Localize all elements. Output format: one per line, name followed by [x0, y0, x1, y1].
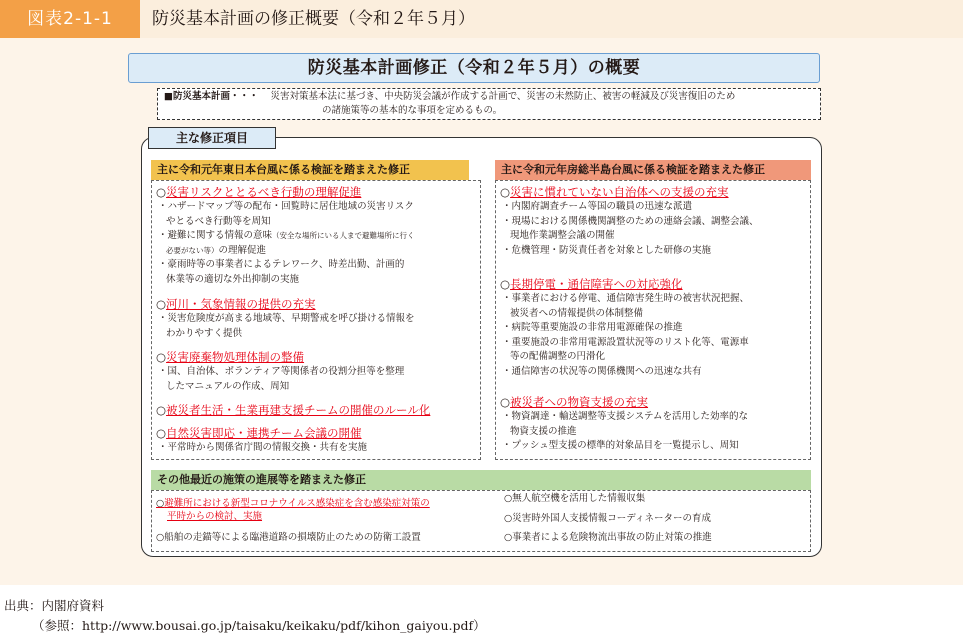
section-title: ○災害に慣れていない自治体への支援の充実	[500, 185, 729, 199]
bullet: ・現場における関係機関調整のための連絡会議、調整会議、	[502, 215, 759, 227]
other-item-drone: ○無人航空機を活用した情報収集	[504, 493, 646, 504]
bullet-cont: 被災者への情報提供の体制整備	[510, 307, 644, 319]
section-title: ○災害廃棄物処理体制の整備	[156, 350, 305, 364]
bullet: ・国、自治体、ボランティア等関係者の役割分担等を整理	[158, 366, 405, 377]
bullet: ・重要施設の非常用電源設置状況等のリスト化等、電源車	[502, 336, 749, 348]
bullet-cont: わかりやすく提供	[166, 327, 243, 339]
bullet: ・病院等重要施設の非常用電源確保の推進	[502, 322, 683, 333]
bullet-cont: 物資支援の推進	[510, 425, 577, 437]
bullet: ・災害危険度が高まる地域等、早期警戒を呼び掛ける情報を	[158, 313, 415, 324]
bullet: ・通信障害の状況等の関係機関への迅速な共有	[502, 365, 702, 377]
main-title: 防災基本計画修正（令和２年５月）の概要	[128, 53, 820, 83]
other-item-covid: ○避難所における新型コロナウイルス感染症を含む感染症対策の	[156, 498, 430, 509]
bullet-cont: 等の配備調整の円滑化	[510, 351, 606, 362]
bullet-cont: やとるべき行動等を周知	[166, 215, 271, 227]
left-section-2	[156, 296, 415, 341]
basic-plan-text-line2: の諸施策等の基本的な事項を定めるもの。	[322, 105, 503, 116]
bullet: ・物資調達・輸送調整等支援システムを活用した効率的な	[502, 411, 749, 422]
left-section-1	[156, 184, 415, 287]
bullet: ・ハザードマップ等の配布・回覧時に居住地域の災害リスク	[158, 201, 414, 212]
left-column-heading: 主に令和元年東日本台風に係る検証を踏まえた修正	[151, 160, 469, 180]
source-note	[4, 596, 486, 636]
other-item-hazmat: ○事業者による危険物流出事故の防止対策の推進	[504, 532, 712, 543]
bullet-cont: 現地作業調整会議の開催	[510, 230, 615, 241]
bullet: ・内閣府調査チーム等国の職員の迅速な派遣	[502, 201, 693, 212]
source-line: 出典：内閣府資料	[4, 598, 105, 613]
bullet: ・豪雨時等の事業者によるテレワーク、時差出勤、計画的	[158, 259, 405, 270]
source-url-line: （参照：http://www.bousai.go.jp/taisaku/keikaku/pdf/kihon_gaiyou.pdf）	[32, 618, 486, 633]
bullet: ・事業者における停電、通信障害発生時の被害状況把握、	[502, 293, 750, 304]
section-title: ○河川・気象情報の提供の充実	[156, 297, 316, 311]
other-item-foreigner-support: ○災害時外国人支援情報コーディネーターの育成	[504, 513, 712, 524]
section-title: ○自然災害即応・連携チーム会議の開催	[156, 426, 362, 440]
bullet: ・避難に関する情報の意味（安全な場所にいる人まで避難場所に行く	[158, 230, 415, 241]
section-title: ○災害リスクととるべき行動の理解促進	[156, 185, 362, 199]
other-item-covid-cont: 平時からの検討、実施	[167, 511, 263, 522]
basic-plan-label: ■防災基本計画・・・	[164, 91, 259, 102]
left-section-4	[156, 402, 430, 418]
section-title: ○被災者生活・生業再建支援チームの開催のルール化	[156, 403, 431, 417]
basic-plan-text-line1: 災害対策基本法に基づき、中央防災会議が作成する計画で、災害の未然防止、被害の軽減及び災害復旧のため	[270, 91, 736, 102]
bullet: ・危機管理・防災責任者を対象とした研修の実施	[502, 244, 712, 256]
figure-title: 防災基本計画の修正概要（令和２年５月）	[152, 9, 475, 29]
bullet: ・プッシュ型支援の標準的対象品目を一覧提示し、周知	[502, 440, 739, 451]
main-items-label: 主な修正項目	[148, 127, 276, 149]
section-title: ○長期停電・通信障害への対応強化	[500, 277, 683, 291]
left-section-3	[156, 349, 404, 394]
other-item-port-road: ○船舶の走錨等による臨港道路の損壊防止のための防衛工設置	[156, 532, 421, 543]
right-section-3	[500, 394, 748, 454]
right-column-heading: 主に令和元年房総半島台風に係る検証を踏まえた修正	[495, 160, 811, 180]
circle-mark: ○	[156, 185, 167, 199]
bullet-cont: 必要がない等）の理解促進	[166, 244, 267, 256]
section-title: ○被災者への物資支援の充実	[500, 395, 649, 409]
basic-plan-box	[157, 88, 821, 120]
right-section-1	[500, 184, 759, 258]
other-revisions-heading: その他最近の施策の進展等を踏まえた修正	[151, 470, 811, 490]
right-section-2	[500, 276, 749, 379]
figure-label: 図表2-1-1	[0, 0, 140, 38]
bullet: ・平常時から関係省庁間の情報交換・共有を実施	[158, 442, 368, 453]
bullet-cont: 休業等の適切な外出抑制の実施	[166, 273, 300, 285]
figure-header	[0, 0, 963, 38]
bullet-cont: したマニュアルの作成、周知	[166, 380, 290, 392]
left-section-5	[156, 425, 367, 456]
